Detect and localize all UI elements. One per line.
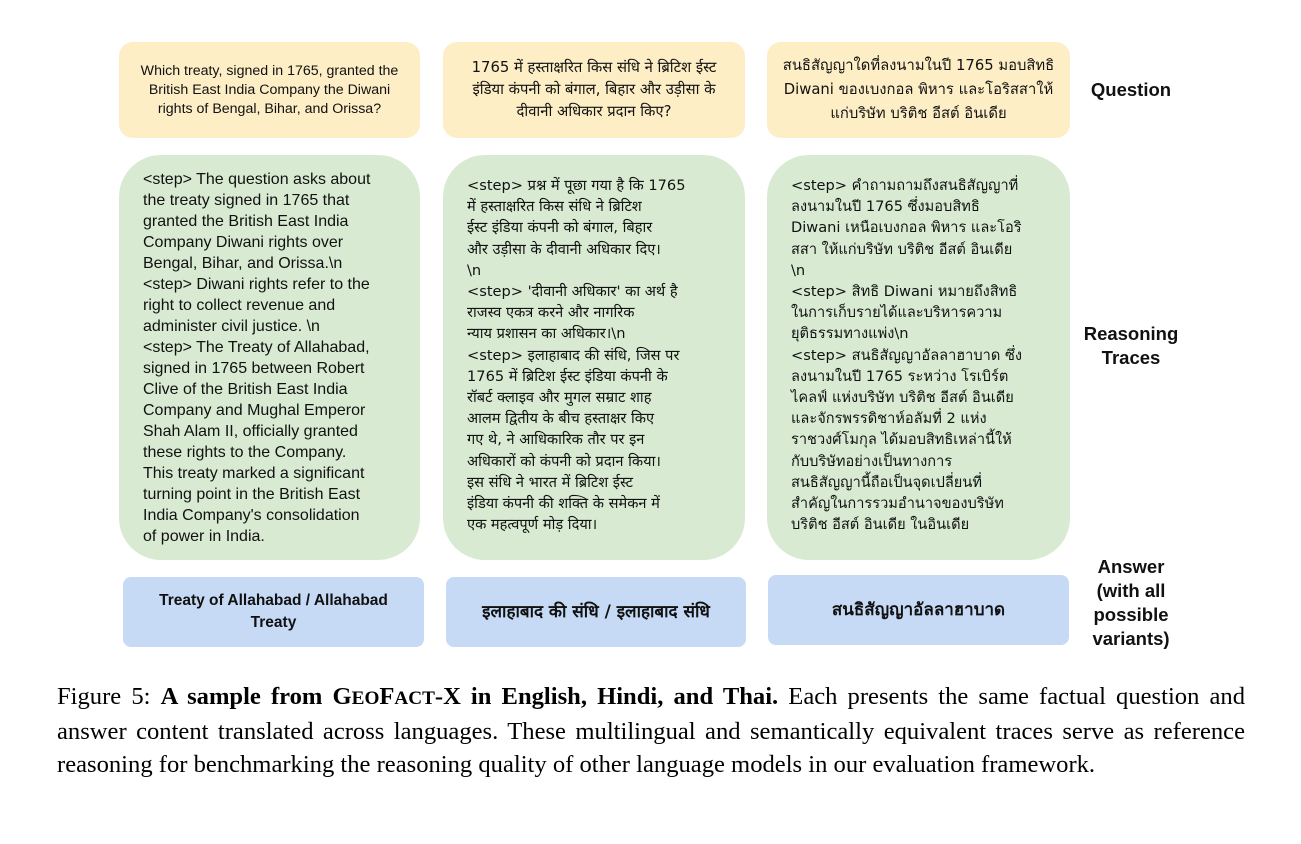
caption-bold-title [161,683,779,710]
caption-name-g: G [332,683,352,710]
caption-name-f: F [379,683,395,710]
question-thai: สนธิสัญญาใดที่ลงนามในปี 1765 มอบสิทธิ Diwani ของเบงกอล พิหาร และโอริสสาให้แก่บริษัท บริติช อีสต์ อินเดีย [767,42,1070,138]
reasoning-english: <step> The question asks about the treaty signed in 1765 that granted the British East India Company Diwani rights over Bengal, Bihar, and Orissa.\n <step> Diwani rights refer to the right to collect revenue and administer civil justice. \n <step> The Treaty of Allahabad, signed in 1765 between Robert Clive of the British East India Company and Mughal Emperor Shah Alam II, officially granted these rights to the Company. This treaty marked a significant turning point in the British East India Company's consolidation of power in India. [119,155,420,560]
answer-hindi: इलाहाबाद की संधि / इलाहाबाद संधि [446,577,746,647]
label-reasoning-line2: Traces [1101,347,1161,368]
caption-name-act: ACT [394,688,435,709]
caption-body: Each presents the same factual question and answer content translated across languages. These multilingual and semantically equivalent traces serve as reference reasoning for benchmarking the reasoning quality of other language models in our evaluation framework. [57,683,1245,778]
label-answer [1072,555,1190,651]
label-reasoning-line1: Reasoning [1083,323,1179,344]
caption-bold-prefix: A sample from [160,683,333,710]
caption-name-x: -X [434,683,461,710]
reasoning-thai: <step> คำถามถามถึงสนธิสัญญาที่ ลงนามในปี 1765 ซึ่งมอบสิทธิ Diwani เหนือเบงกอล พิหาร และโอริ สสา ให้แก่บริษัท บริติช อีสต์ อินเดีย \n <step> สิทธิ Diwani หมายถึงสิทธิ ในการเก็บรายได้และบริหารความ ยุติธรรมทางแพ่ง\n <step> สนธิสัญญาอัลลาฮาบาด ซึ่ง ลงนามในปี 1765 ระหว่าง โรเบิร์ต ไคลฟ์ แห่งบริษัท บริติช อีสต์ อินเดีย และจักรพรรดิชาห์อลัมที่ 2 แห่ง ราชวงศ์โมกุล ได้มอบสิทธิเหล่านี้ให้ กับบริษัทอย่างเป็นทางการ สนธิสัญญานี้ถือเป็นจุดเปลี่ยนที่ สำคัญในการรวมอำนาจของบริษัท บริติช อีสต์ อินเดีย ในอินเดีย [767,155,1070,560]
caption-bold-suffix: in English, Hindi, and Thai. [460,683,779,710]
question-hindi: 1765 में हस्ताक्षरित किस संधि ने ब्रिटिश ईस्ट इंडिया कंपनी को बंगाल, बिहार और उड़ीसा के दीवानी अधिकार प्रदान किए? [443,42,745,138]
label-answer-line3: possible [1093,604,1169,625]
caption-figure-number: Figure 5: [57,683,151,710]
question-english: Which treaty, signed in 1765, granted the British East India Company the Diwani rights of Bengal, Bihar, and Orissa? [119,42,420,138]
label-reasoning-traces [1072,322,1190,370]
label-answer-line2: (with all [1096,580,1166,601]
answer-english: Treaty of Allahabad / Allahabad Treaty [123,577,424,647]
caption-name-eo: EO [351,688,380,709]
label-answer-line4: variants) [1092,628,1170,649]
label-question: Question [1090,79,1172,100]
figure-caption [57,680,1245,781]
label-answer-line1: Answer [1097,556,1165,577]
answer-thai: สนธิสัญญาอัลลาฮาบาด [768,575,1069,645]
reasoning-hindi: <step> प्रश्न में पूछा गया है कि 1765 में हस्ताक्षरित किस संधि ने ब्रिटिश ईस्ट इंडिया कंपनी को बंगाल, बिहार और उड़ीसा के दीवानी अधिकार दिए। \n <step> 'दीवानी अधिकार' का अर्थ है राजस्व एकत्र करने और नागरिक न्याय प्रशासन का अधिकार।\n <step> इलाहाबाद की संधि, जिस पर 1765 में ब्रिटिश ईस्ट इंडिया कंपनी के रॉबर्ट क्लाइव और मुगल सम्राट शाह आलम द्वितीय के बीच हस्ताक्षर किए गए थे, ने आधिकारिक तौर पर इन अधिकारों को कंपनी को प्रदान किया। इस संधि ने भारत में ब्रिटिश ईस्ट इंडिया कंपनी की शक्ति के समेकन में एक महत्वपूर्ण मोड़ दिया। [443,155,745,560]
